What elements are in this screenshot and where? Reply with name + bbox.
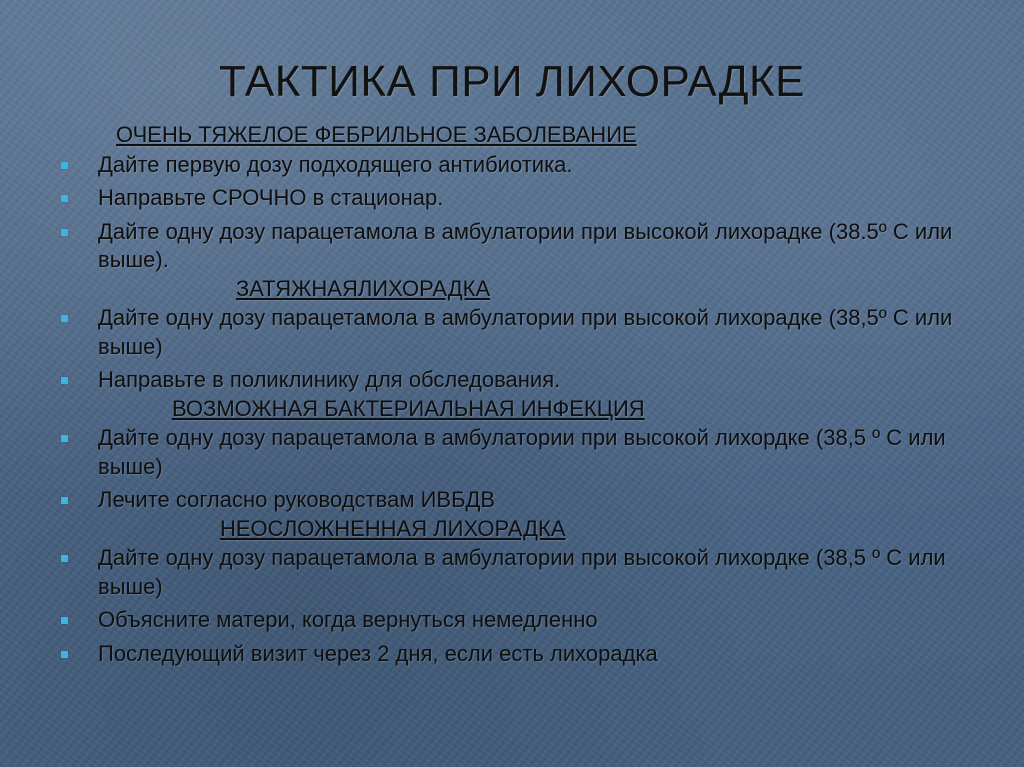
square-bullet-icon <box>61 229 68 236</box>
list-item-text: Дайте одну дозу парацетамола в амбулатории при высокой лихорадке (38,5º С или выше) <box>98 305 953 359</box>
list-item <box>58 486 988 515</box>
list-item <box>58 366 988 395</box>
list-item-text: Направьте СРОЧНО в стационар. <box>98 185 444 210</box>
square-bullet-icon <box>61 555 68 562</box>
square-bullet-icon <box>61 162 68 169</box>
list-item-text: Направьте в поликлинику для обследования. <box>98 367 561 392</box>
list-item-text: Объясните матери, когда вернуться немедленно <box>98 607 598 632</box>
section-heading-bacterial: ВОЗМОЖНАЯ БАКТЕРИАЛЬНАЯ ИНФЕКЦИЯ <box>172 395 645 421</box>
square-bullet-icon <box>61 195 68 202</box>
section-heading-uncomplicated: НЕОСЛОЖНЕННАЯ ЛИХОРАДКА <box>220 515 566 541</box>
section-heading-prolonged: ЗАТЯЖНАЯЛИХОРАДКА <box>236 275 491 301</box>
list-item-text: Дайте одну дозу парацетамола в амбулатории при высокой лихорадке (38.5º С или выше). <box>98 218 953 272</box>
list-item <box>58 424 988 481</box>
list-item-text: Лечите согласно руководствам ИВБДВ <box>98 487 496 512</box>
square-bullet-icon <box>61 651 68 658</box>
list-item <box>58 184 988 213</box>
list-item <box>58 544 988 601</box>
square-bullet-icon <box>61 497 68 504</box>
list-item <box>58 606 988 635</box>
section-heading-very-severe: ОЧЕНЬ ТЯЖЕЛОЕ ФЕБРИЛЬНОЕ ЗАБОЛЕВАНИЕ <box>116 122 637 147</box>
list-item <box>58 151 988 180</box>
slide-content <box>58 121 988 668</box>
list-item-text: Дайте первую дозу подходящего антибиотика. <box>98 151 573 177</box>
list-item <box>58 304 988 361</box>
slide-title: ТАКТИКА ПРИ ЛИХОРАДКЕ <box>218 57 806 106</box>
list-item <box>58 640 988 669</box>
square-bullet-icon <box>61 377 68 384</box>
list-item <box>58 218 988 275</box>
list-item-text: Дайте одну дозу парацетамола в амбулатории при высокой лихордке (38,5 º С или выше) <box>98 425 946 479</box>
square-bullet-icon <box>61 435 68 442</box>
square-bullet-icon <box>61 315 68 322</box>
list-item-text: Дайте одну дозу парацетамола в амбулатории при высокой лихордке (38,5 º С или выше) <box>98 545 946 599</box>
square-bullet-icon <box>61 617 68 624</box>
list-item-text: Последующий визит через 2 дня, если есть лихорадка <box>98 640 658 666</box>
